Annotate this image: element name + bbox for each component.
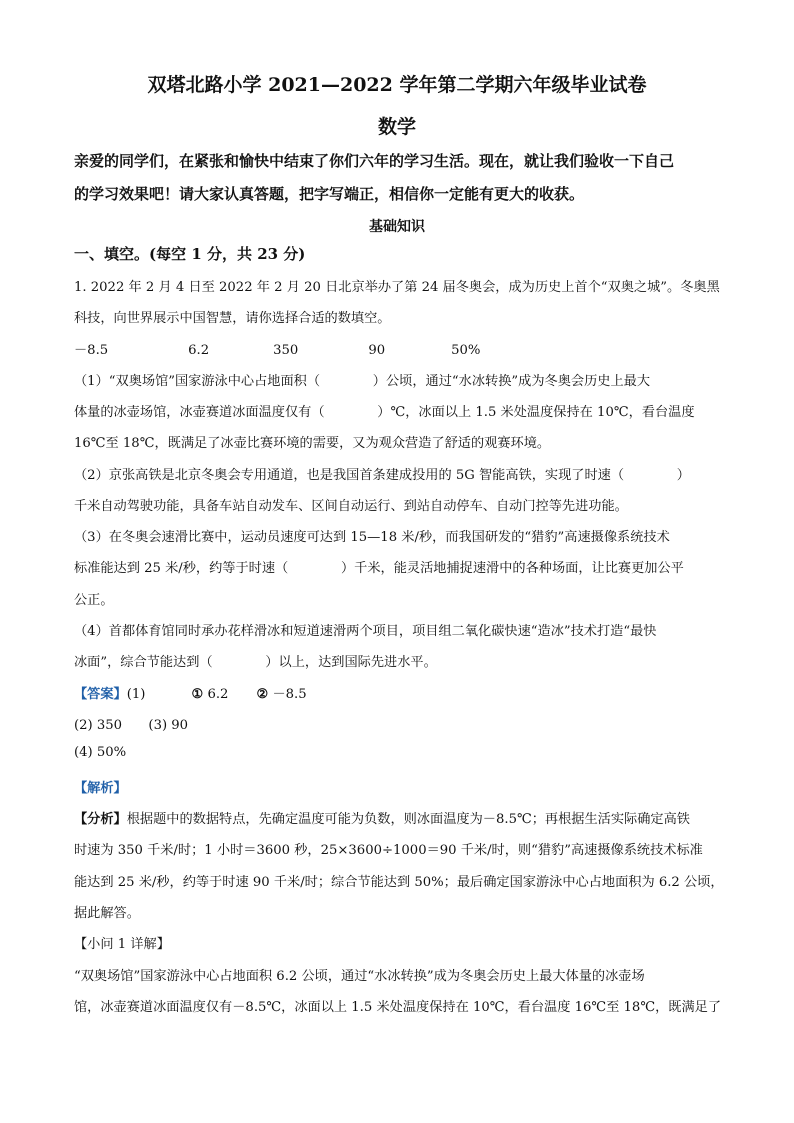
circled-number-2: ② — [256, 687, 269, 702]
analysis-line: “双奥场馆”国家游泳中心占地面积 6.2 公顷，通过“水冰转换”成为冬奥会历史上最大体量的冰壶场 — [74, 969, 645, 984]
question-line: 科技，向世界展示中国智慧，请你选择合适的数填空。 — [74, 311, 391, 326]
section-label: 基础知识 — [369, 219, 425, 235]
answer-value: －8.5 — [272, 687, 307, 702]
question-line: （2）京张高铁是北京冬奥会专用通道，也是我国首条建成投用的 5G 智能高铁，实现了时速（ ） — [74, 468, 690, 483]
question-line: （3）在冬奥会速滑比赛中，运动员速度可达到 15—18 米/秒，而我国研发的“猎豹”高速摄像系统技术 — [74, 530, 670, 545]
option-item: －8.5 — [74, 343, 109, 358]
answer-prefix: (1) — [126, 687, 146, 702]
circled-number-1: ① — [191, 687, 204, 702]
analysis-label: 【解析】 — [74, 781, 127, 796]
option-item: 350 — [273, 343, 299, 358]
question-line: 公正。 — [74, 593, 114, 608]
question-line: 冰面”，综合节能达到（ ）以上，达到国际先进水平。 — [74, 655, 437, 670]
question-line: 1. 2022 年 2 月 4 日至 2022 年 2 月 20 日北京举办了第 24 届冬奥会，成为历史上首个“双奥之城”。冬奥黑 — [74, 280, 720, 295]
intro-line-2: 的学习效果吧！请大家认真答题，把字写端正，相信你一定能有更大的收获。 — [74, 185, 585, 203]
options-row — [74, 339, 724, 358]
analysis-line — [74, 808, 724, 827]
question-line: （1）“双奥场馆”国家游泳中心占地面积（ ）公顷，通过“水冰转换”成为冬奥会历史上最大 — [74, 374, 651, 389]
part-title: 一、填空。(每空 1 分，共 23 分) — [74, 245, 306, 263]
sub-question-label: 【小问 1 详解】 — [74, 937, 170, 952]
intro-line-1: 亲爱的同学们，在紧张和愉快中结束了你们六年的学习生活。现在，就让我们验收一下自己 — [74, 152, 675, 170]
analysis-line: 能达到 25 米/秒，约等于时速 90 千米/时；综合节能达到 50%；最后确定国家游泳中心占地面积为 6.2 公顷， — [74, 875, 724, 890]
analysis-line: 馆，冰壶赛道冰面温度仅有－8.5℃，冰面以上 1.5 米处温度保持在 10℃，看台温度 16℃至 18℃，既满足了 — [74, 1000, 722, 1015]
exam-title: 双塔北路小学 2021—2022 学年第二学期六年级毕业试卷 — [147, 74, 647, 96]
answer-line — [74, 683, 724, 702]
question-line: （4）首都体育馆同时承办花样滑冰和短道速滑两个项目，项目组二氧化碳快速“造冰”技术打造“最快 — [74, 624, 657, 639]
option-item: 6.2 — [188, 343, 210, 358]
subject-title: 数学 — [377, 116, 416, 138]
analysis-line: 时速为 350 千米/时；1 小时＝3600 秒，25×3600÷1000＝90 千米/时，则“猎豹”高速摄像系统技术标准 — [74, 843, 703, 858]
question-line: 千米自动驾驶功能，具备车站自动发车、区间自动运行、到站自动停车、自动门控等先进功能。 — [74, 499, 628, 514]
answer-value: 6.2 — [207, 687, 229, 702]
question-line: 标准能达到 25 米/秒，约等于时速（ ）千米，能灵活地捕捉速滑中的各种场面，让比赛更加公平 — [74, 561, 684, 576]
question-line: 16℃至 18℃，既满足了冰壶比赛环境的需要，又为观众营造了舒适的观赛环境。 — [74, 436, 551, 451]
question-line: 体量的冰壶场馆，冰壶赛道冰面温度仅有（ ）℃，冰面以上 1.5 米处温度保持在 10℃，看台温度 — [74, 405, 695, 420]
analysis-line: 据此解答。 — [74, 906, 140, 921]
analysis-text: 根据题中的数据特点，先确定温度可能为负数，则冰面温度为－8.5℃；再根据生活实际确定高铁 — [126, 812, 690, 827]
answer-line: (4) 50% — [74, 745, 127, 760]
fenxi-label: 【分析】 — [74, 812, 127, 827]
answer-label: 【答案】 — [74, 687, 127, 702]
answer-line: (2) 350 (3) 90 — [74, 718, 189, 733]
option-item: 50% — [451, 343, 481, 358]
option-item: 90 — [368, 343, 386, 358]
